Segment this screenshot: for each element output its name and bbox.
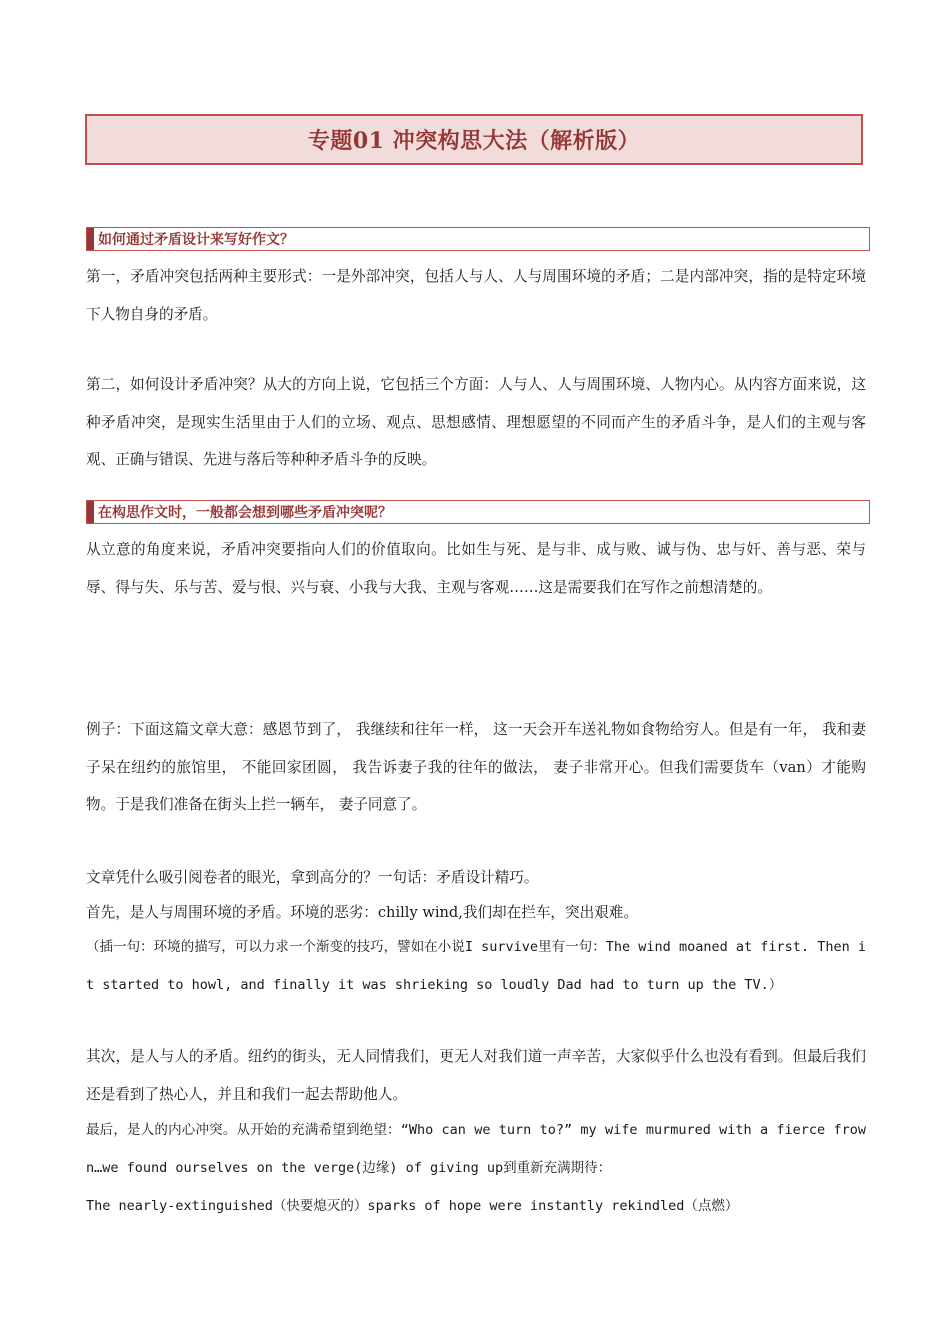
- paragraph-aside: （插一句：环境的描写，可以力求一个渐变的技巧，譬如在小说I survive里有一句：The wind moaned at first. Then it started to howl, and finally it was shrieking so loudly Dad had to turn up the TV.）: [86, 939, 866, 993]
- section-heading-1-text: 如何通过矛盾设计来写好作文？: [98, 232, 294, 248]
- section-heading-2-text: 在构思作文时，一般都会想到哪些矛盾冲突呢？: [98, 505, 392, 521]
- paragraph-rekindled: The nearly-extinguished（快要熄灭的）sparks of hope were instantly rekindled（点燃）: [86, 1198, 739, 1214]
- paragraph-example-intro: 例子：下面这篇文章大意：感恩节到了， 我继续和往年一样， 这一天会开车送礼物如食物给穷人。但是有一年， 我和妻子呆在纽约的旅馆里， 不能回家团圆， 我告诉妻子我的往年的做法， 妻子非常开心。但我们需要货车（van）才能购物。于是我们准备在街头上拦一辆车， 妻子同意了。: [86, 721, 866, 813]
- paragraph-question: 文章凭什么吸引阅卷者的眼光，拿到高分的？一句话：矛盾设计精巧。: [86, 869, 539, 886]
- page-title-box: [85, 114, 863, 165]
- heading-accent-bar: [87, 501, 94, 523]
- heading-accent-bar: [87, 228, 94, 250]
- paragraph-second-conflict: 其次，是人与人的矛盾。纽约的街头，无人同情我们，更无人对我们道一声辛苦，大家似乎什么也没有看到。但最后我们还是看到了热心人，并且和我们一起去帮助他人。: [86, 1048, 866, 1103]
- page-title: 专题01 冲突构思大法（解析版）: [307, 128, 641, 154]
- section-heading-1: [86, 227, 870, 251]
- paragraph-value-orientation: 从立意的角度来说，矛盾冲突要指向人们的价值取向。比如生与死、是与非、成与败、诚与伪、忠与奸、善与恶、荣与辱、得与失、乐与苦、爱与恨、兴与衰、小我与大我、主观与客观……这是需要我们在写作之前想清楚的。: [86, 541, 866, 596]
- paragraph-first-point: 第一，矛盾冲突包括两种主要形式：一是外部冲突，包括人与人、人与周围环境的矛盾；二是内部冲突，指的是特定环境下人物自身的矛盾。: [86, 268, 866, 323]
- paragraph-second-point: 第二，如何设计矛盾冲突？从大的方向上说，它包括三个方面：人与人、人与周围环境、人物内心。从内容方面来说，这种矛盾冲突，是现实生活里由于人们的立场、观点、思想感情、理想愿望的不同而产生的矛盾斗争，是人们的主观与客观、正确与错误、先进与落后等种种矛盾斗争的反映。: [86, 376, 866, 468]
- paragraph-inner-conflict: 最后，是人的内心冲突。从开始的充满希望到绝望：“Who can we turn to?” my wife murmured with a fierce frown…we found ourselves on the verge(边缘) of giving up到重新充满期待：: [86, 1122, 866, 1176]
- section-heading-2: [86, 500, 870, 524]
- paragraph-first-conflict: 首先，是人与周围环境的矛盾。环境的恶劣：chilly wind,我们却在拦车，突出艰难。: [86, 904, 639, 921]
